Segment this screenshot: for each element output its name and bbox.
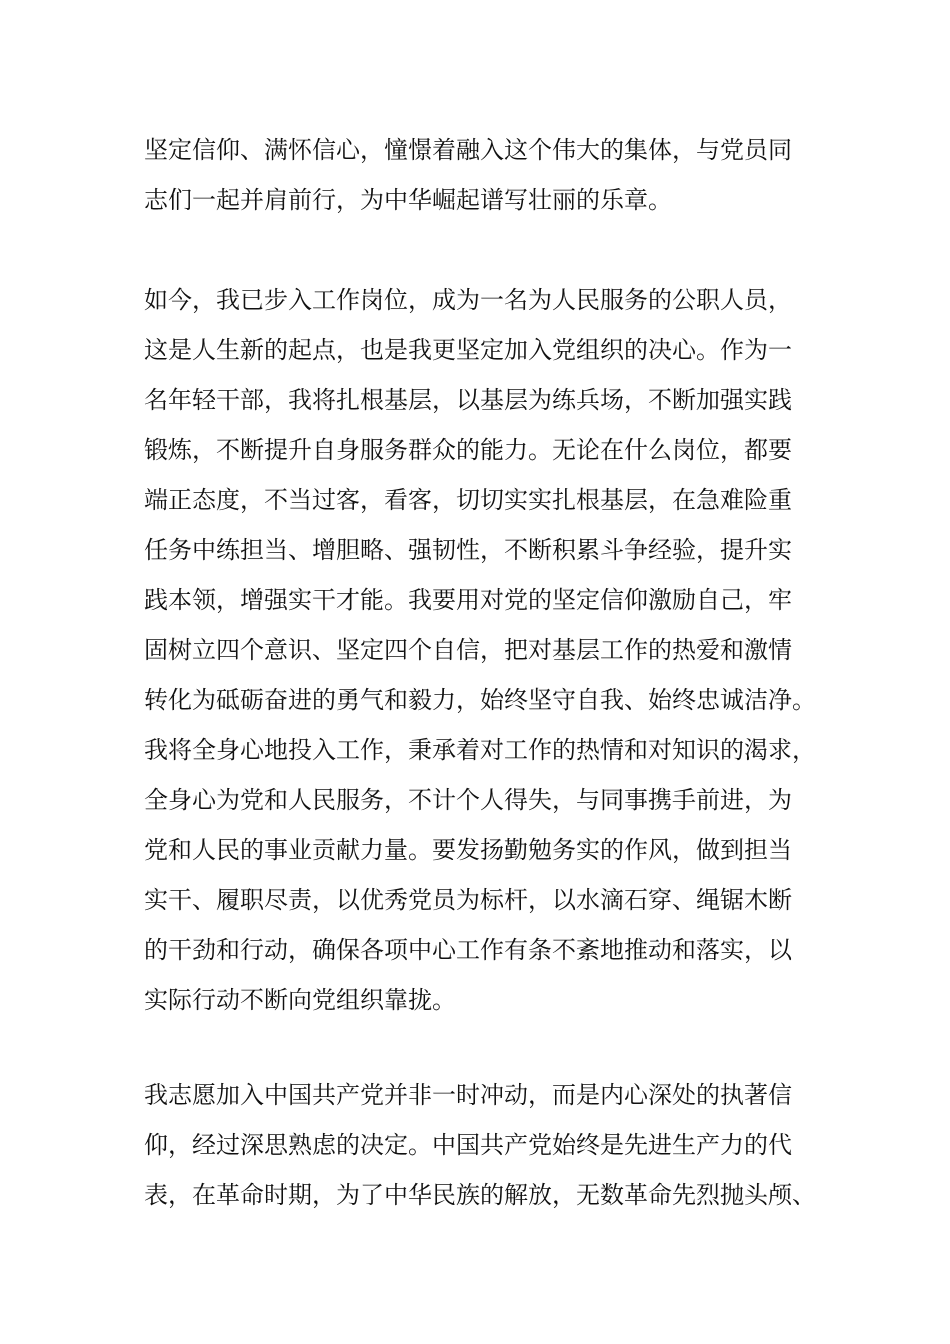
text-line: 仰，经过深思熟虑的决定。中国共产党始终是先进生产力的代: [144, 1131, 792, 1159]
text-line: 锻炼，不断提升自身服务群众的能力。无论在什么岗位，都要: [144, 436, 792, 464]
paragraph-1: [144, 125, 844, 225]
text-line: 任务中练担当、增胆略、强韧性，不断积累斗争经验，提升实: [144, 536, 792, 564]
text-line: 实干、履职尽责，以优秀党员为标杆，以水滴石穿、绳锯木断: [144, 886, 792, 914]
text-line: 实际行动不断向党组织靠拢。: [144, 986, 456, 1014]
paragraph-2: [144, 275, 844, 1025]
text-line: 党和人民的事业贡献力量。要发扬勤勉务实的作风，做到担当: [144, 836, 792, 864]
text-line: 名年轻干部，我将扎根基层，以基层为练兵场，不断加强实践: [144, 386, 792, 414]
text-line: 的干劲和行动，确保各项中心工作有条不紊地推动和落实，以: [144, 936, 792, 964]
text-line: 坚定信仰、满怀信心，憧憬着融入这个伟大的集体，与党员同: [144, 136, 792, 164]
text-line: 固树立四个意识、坚定四个自信，把对基层工作的热爱和激情: [144, 636, 792, 664]
text-line: 转化为砥砺奋进的勇气和毅力，始终坚守自我、始终忠诚洁净。: [144, 686, 816, 714]
text-line: 端正态度，不当过客，看客，切切实实扎根基层，在急难险重: [144, 486, 792, 514]
text-line: 全身心为党和人民服务，不计个人得失，与同事携手前进，为: [144, 786, 792, 814]
text-line: 践本领，增强实干才能。我要用对党的坚定信仰激励自己，牢: [144, 586, 792, 614]
text-line: 志们一起并肩前行，为中华崛起谱写壮丽的乐章。: [144, 186, 672, 214]
text-line: 表，在革命时期，为了中华民族的解放，无数革命先烈抛头颅、: [144, 1181, 816, 1209]
text-line: 如今，我已步入工作岗位，成为一名为人民服务的公职人员，: [144, 286, 792, 314]
paragraph-3: [144, 1070, 844, 1220]
text-line: 我将全身心地投入工作，秉承着对工作的热情和对知识的渴求，: [144, 736, 816, 764]
text-line: 我志愿加入中国共产党并非一时冲动，而是内心深处的执著信: [144, 1081, 792, 1109]
text-line: 这是人生新的起点，也是我更坚定加入党组织的决心。作为一: [144, 336, 792, 364]
